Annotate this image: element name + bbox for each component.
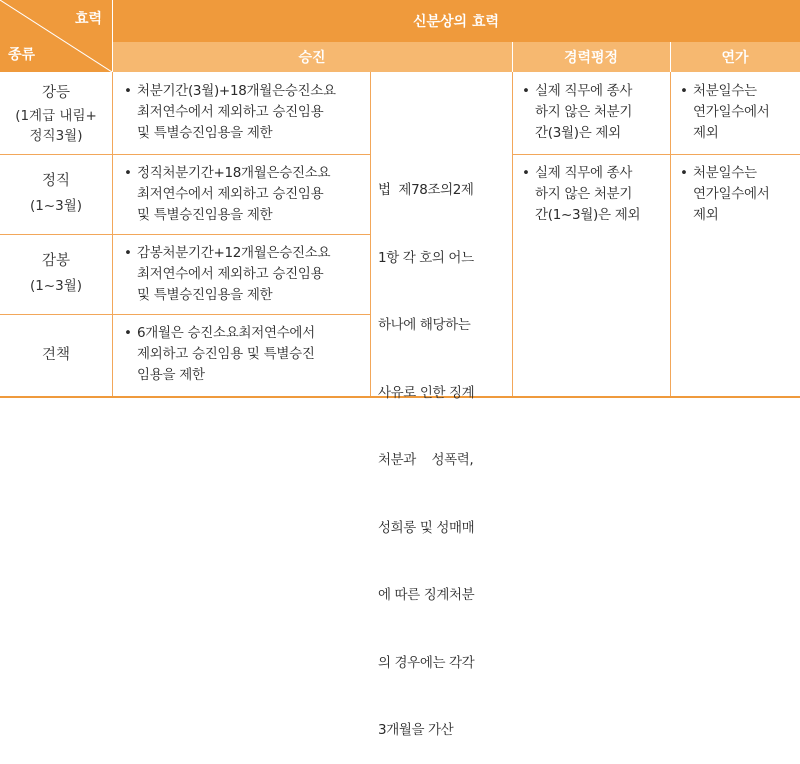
grid-v-2	[370, 72, 371, 397]
row2-leave	[680, 163, 798, 226]
grid-v-4	[670, 72, 671, 397]
row1-leave-line3: 제외	[693, 125, 719, 141]
note-line2: 1항 각 호의 어느	[378, 249, 474, 266]
row1-promo-line2: 최저연수에서 제외하고 승진임용	[137, 104, 324, 120]
row1-career-line1: 실제 직무에 종사	[535, 83, 633, 99]
row2-leave-line3: 제외	[693, 207, 719, 223]
bullet: •	[124, 165, 132, 181]
note-line4: 사유로 인한 징계	[378, 384, 475, 401]
bullet: •	[522, 83, 530, 99]
note-line9: 3개월을 가산	[378, 722, 454, 738]
row2-promo-line1: 정직처분기간+18개월은승진소요	[137, 165, 331, 181]
note-line6: 성희롱 및 성매매	[378, 519, 475, 536]
header-divider-2	[512, 42, 513, 72]
row1-leave-line1: 처분일수는	[693, 83, 757, 99]
row3-type	[0, 234, 112, 314]
row1-career-line2: 하지 않은 처분기	[535, 104, 633, 120]
row1-type-line2: (1계급 내림+	[15, 107, 97, 124]
header-career-eval: 경력평정	[563, 50, 619, 66]
header-type-label: 종류	[8, 47, 36, 63]
row4-promotion	[124, 323, 368, 386]
header-divider-3	[670, 42, 671, 72]
row2-type-line2: (1~3월)	[29, 198, 83, 214]
header-promotion: 승진	[298, 50, 326, 66]
bullet: •	[680, 165, 688, 181]
row1-type	[0, 72, 112, 154]
row1-career	[522, 81, 668, 144]
bullet: •	[124, 83, 132, 99]
row2-career-line2: 하지 않은 처분기	[535, 186, 633, 202]
row2-career	[522, 163, 668, 226]
row3-promo-line3: 및 특별승진임용을 제한	[137, 287, 273, 303]
note-line1: 법 제78조의2제	[378, 182, 474, 198]
header-effect-label: 효력	[74, 11, 102, 27]
row2-career-line3: 간(1~3월)은 제외	[535, 207, 641, 223]
bullet: •	[522, 165, 530, 181]
row1-leave	[680, 81, 798, 144]
grid-v-3	[512, 72, 513, 397]
note-line7: 에 따른 징계처분	[378, 587, 475, 603]
row3-promo-line1: 감봉처분기간+12개월은승진소요	[137, 245, 331, 261]
header-corner-cell	[0, 0, 112, 72]
row4-promo-line2: 제외하고 승진임용 및 특별승진	[137, 346, 315, 362]
row2-leave-line2: 연가일수에서	[693, 186, 770, 202]
row1-promo-line3: 및 특별승진임용을 제한	[137, 125, 273, 141]
row2-leave-line1: 처분일수는	[693, 165, 757, 181]
bullet: •	[124, 245, 132, 261]
row1-type-line3: 정직3월)	[29, 127, 83, 144]
header-divider-1	[112, 0, 113, 72]
row1-promo-line1: 처분기간(3월)+18개월은승진소요	[137, 83, 336, 99]
row4-type-line1: 견책	[41, 346, 70, 363]
row1-leave-line2: 연가일수에서	[693, 104, 770, 120]
header-status-effect: 신분상의 효력	[412, 14, 500, 30]
row2-promo-line3: 및 특별승진임용을 제한	[137, 207, 273, 223]
note-line3: 하나에 해당하는	[378, 317, 471, 333]
row2-type	[0, 154, 112, 234]
row3-promotion	[124, 243, 368, 306]
row1-promotion	[124, 81, 368, 144]
bullet: •	[680, 83, 688, 99]
row3-type-line1: 감봉	[41, 253, 70, 269]
note-line8: 의 경우에는 각각	[378, 654, 475, 671]
header-pay-raise: 연가	[721, 50, 749, 66]
bullet: •	[124, 325, 132, 341]
row2-promotion	[124, 163, 368, 226]
grid-h-1b	[512, 154, 800, 155]
row2-promo-line2: 최저연수에서 제외하고 승진임용	[137, 186, 324, 202]
row4-type	[0, 314, 112, 396]
merged-note	[378, 134, 510, 764]
row4-promo-line3: 임용을 제한	[137, 367, 205, 383]
row2-career-line1: 실제 직무에 종사	[535, 165, 633, 181]
note-line5: 처분과 성폭력,	[378, 452, 474, 468]
row2-type-line1: 정직	[41, 173, 70, 189]
row3-type-line2: (1~3월)	[29, 278, 83, 294]
row4-promo-line1: 6개월은 승진소요최저연수에서	[137, 325, 315, 341]
row3-promo-line2: 최저연수에서 제외하고 승진임용	[137, 266, 324, 282]
row1-type-line1: 강등	[41, 84, 70, 101]
row1-career-line3: 간(3월)은 제외	[535, 125, 621, 141]
